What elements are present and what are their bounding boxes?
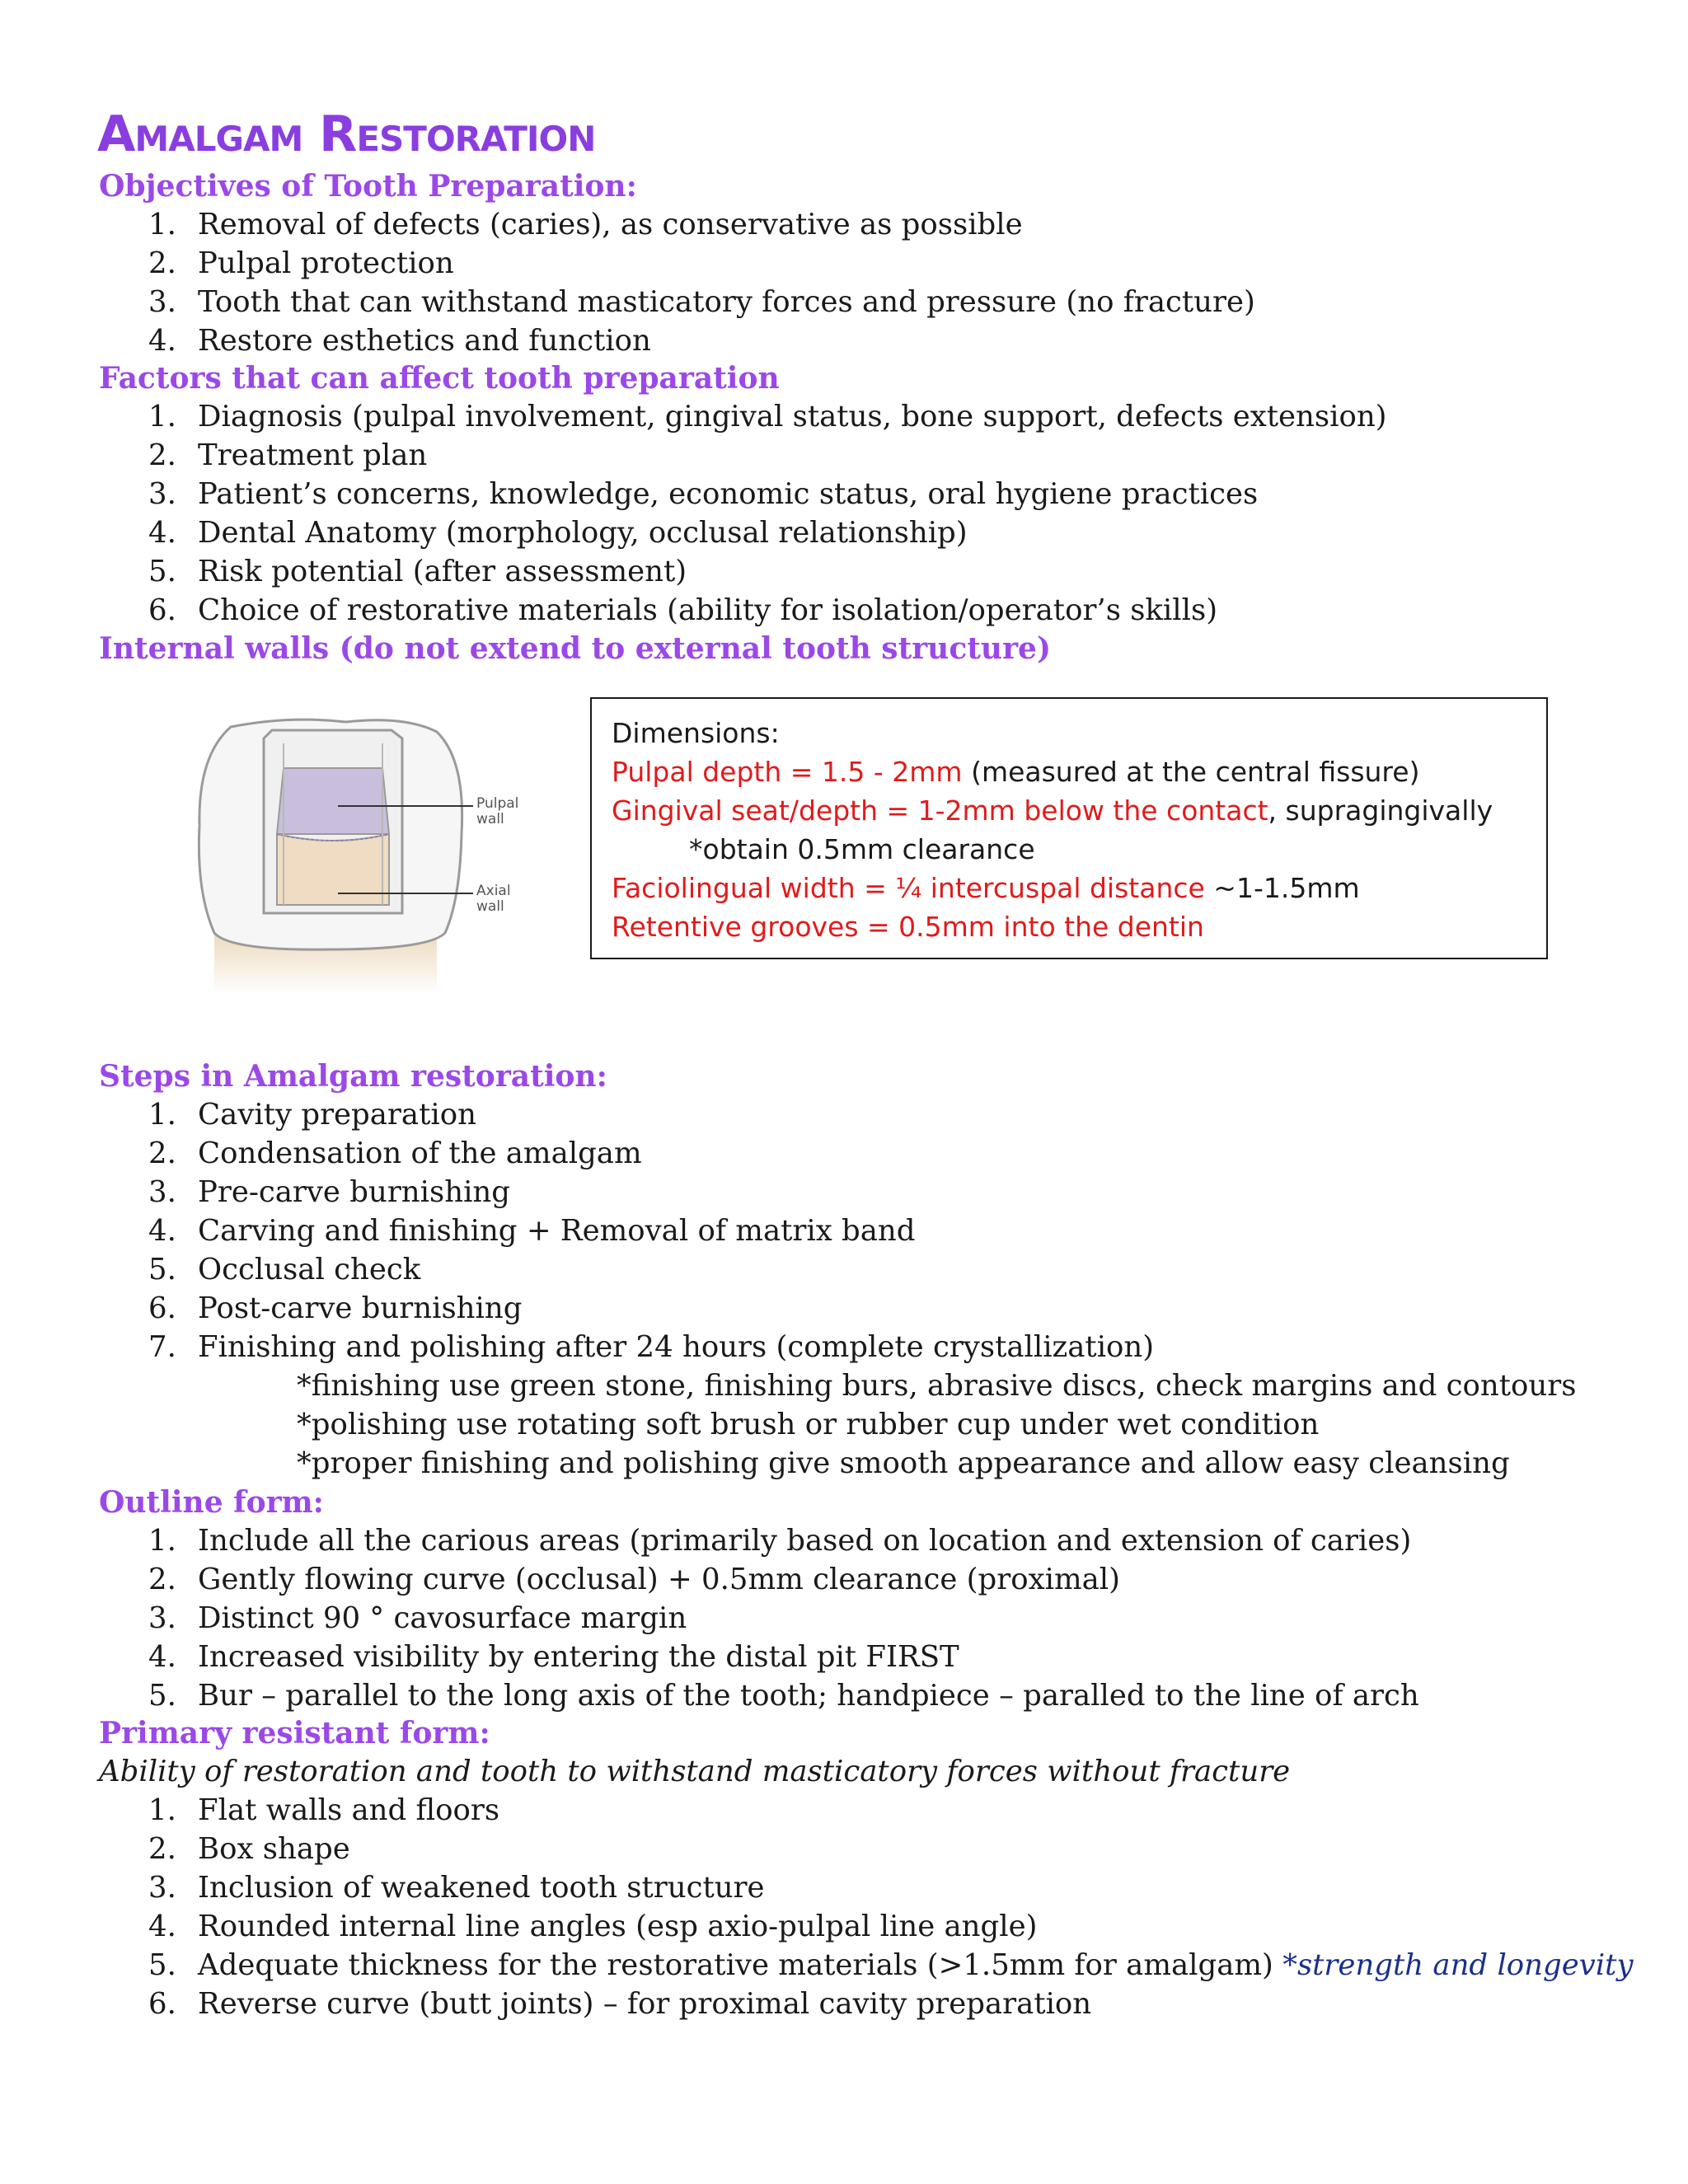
- axial-wall-region: [277, 834, 389, 905]
- axial-wall-label-2: wall: [476, 898, 504, 915]
- clearance-note: *obtain 0.5mm clearance: [689, 833, 1035, 865]
- faciolingual-width-line: Faciolingual width = ¼ intercuspal distance ~1-1.5mm: [612, 872, 1360, 904]
- gingival-seat-line: Gingival seat/depth = 1-2mm below the contact, supragingivally: [612, 794, 1493, 827]
- finishing-note: *finishing use green stone, finishing burs, abrasive discs, check margins and contours: [297, 1369, 1577, 1403]
- dimensions-heading: Dimensions:: [612, 717, 780, 749]
- pulpal-wall-region: [277, 768, 389, 834]
- factors-heading: Factors that can affect tooth preparation: [99, 361, 780, 396]
- steps-heading: Steps in Amalgam restoration:: [99, 1059, 607, 1094]
- page-title: Amalgam Restoration: [97, 105, 596, 163]
- document-page: Amalgam Restoration Objectives of Tooth Preparation: 1. Removal of defects (caries), as conservative as possible 2. Pulpal protection 3. Tooth that can withstand masticatory forces and pressure (no fracture) 4. Restore esthetics and function Factors that can affect tooth preparation 1. Diagnosis (pulpal involvement, gingival status, bone support, defects extension) 2. Treatment plan 3. Patient’s concerns, knowledge, economic status, oral hygiene practices 4. Dental Anatomy (morphology, occlusal relationship) 5. Risk potential (after assessment) 6. Choice of restorative materials (ability for isolation/operator’s skills) Internal walls (do not extend to external tooth structure) Pulpal wall Axial wall Dimensions: Pulpal depth = 1.5 - 2mm (measured at the central fissure) Gingival seat/depth = 1-2mm below the contact, supragingivally *obtain 0.5mm clearance Faciolingual width = ¼ intercuspal distance ~1-1.5mm Retentive grooves = 0.5mm into the dentin Steps in Amalgam restoration: 1. Cavity preparation 2. Condensation of the amalgam 3. Pre-carve burnishing 4. Carving and finishing + Removal of matrix band 5. Occlusal check 6. Post-carve burnishing 7. Finishing and polishing after 24 hours (complete crystallization) *finishing use green stone, finishing burs, abrasive discs, check margins and contours *polishing use rotating soft brush or rubber cup under wet condition *proper finishing and polishing give smooth appearance and allow easy cleansing Outline form: 1. Include all the carious areas (primarily based on location and extension of caries) 2. Gently flowing curve (occlusal) + 0.5mm clearance (proximal) 3. Distinct 90 ° cavosurface margin 4. Increased visibility by entering the distal pit FIRST 5. Bur – parallel to the long axis of the tooth; handpiece – paralled to the line of arch Primary resistant form: Ability of restoration and tooth to withstand masticatory forces without fracture 1. Flat walls and floors 2. Box shape 3. Inclusion of weakened tooth structure 4. Rounded internal line angles (esp axio-pulpal line angle) 5. Adequate thickness for the restorative materials (>1.5mm for amalgam) *strength and longevity 6. Reverse curve (butt joints) – for proximal cavity preparation: [97, 105, 1634, 2021]
- polishing-note: *polishing use rotating soft brush or rubber cup under wet condition: [297, 1408, 1320, 1441]
- axial-wall-label-1: Axial: [476, 883, 511, 899]
- pulpal-wall-label-2: wall: [476, 811, 504, 827]
- retentive-grooves-line: Retentive grooves = 0.5mm into the dentin: [612, 911, 1204, 943]
- objectives-heading: Objectives of Tooth Preparation:: [99, 169, 637, 204]
- pulpal-wall-label-1: Pulpal: [476, 795, 519, 812]
- outline-heading: Outline form:: [99, 1485, 324, 1520]
- tooth-cavity-illustration: [181, 710, 569, 1007]
- pulpal-depth-line: Pulpal depth = 1.5 - 2mm (measured at the central fissure): [612, 756, 1420, 788]
- resistant-heading: Primary resistant form:: [99, 1716, 490, 1750]
- strength-longevity-note: *strength and longevity: [1282, 1948, 1634, 1982]
- resistant-subtitle: Ability of restoration and tooth to withstand masticatory forces without fracture: [99, 1755, 1291, 1788]
- dimensions-box: [590, 697, 1548, 959]
- internal-walls-heading: Internal walls (do not extend to external tooth structure): [99, 631, 1051, 666]
- smooth-appearance-note: *proper finishing and polishing give smooth appearance and allow easy cleansing: [297, 1446, 1510, 1480]
